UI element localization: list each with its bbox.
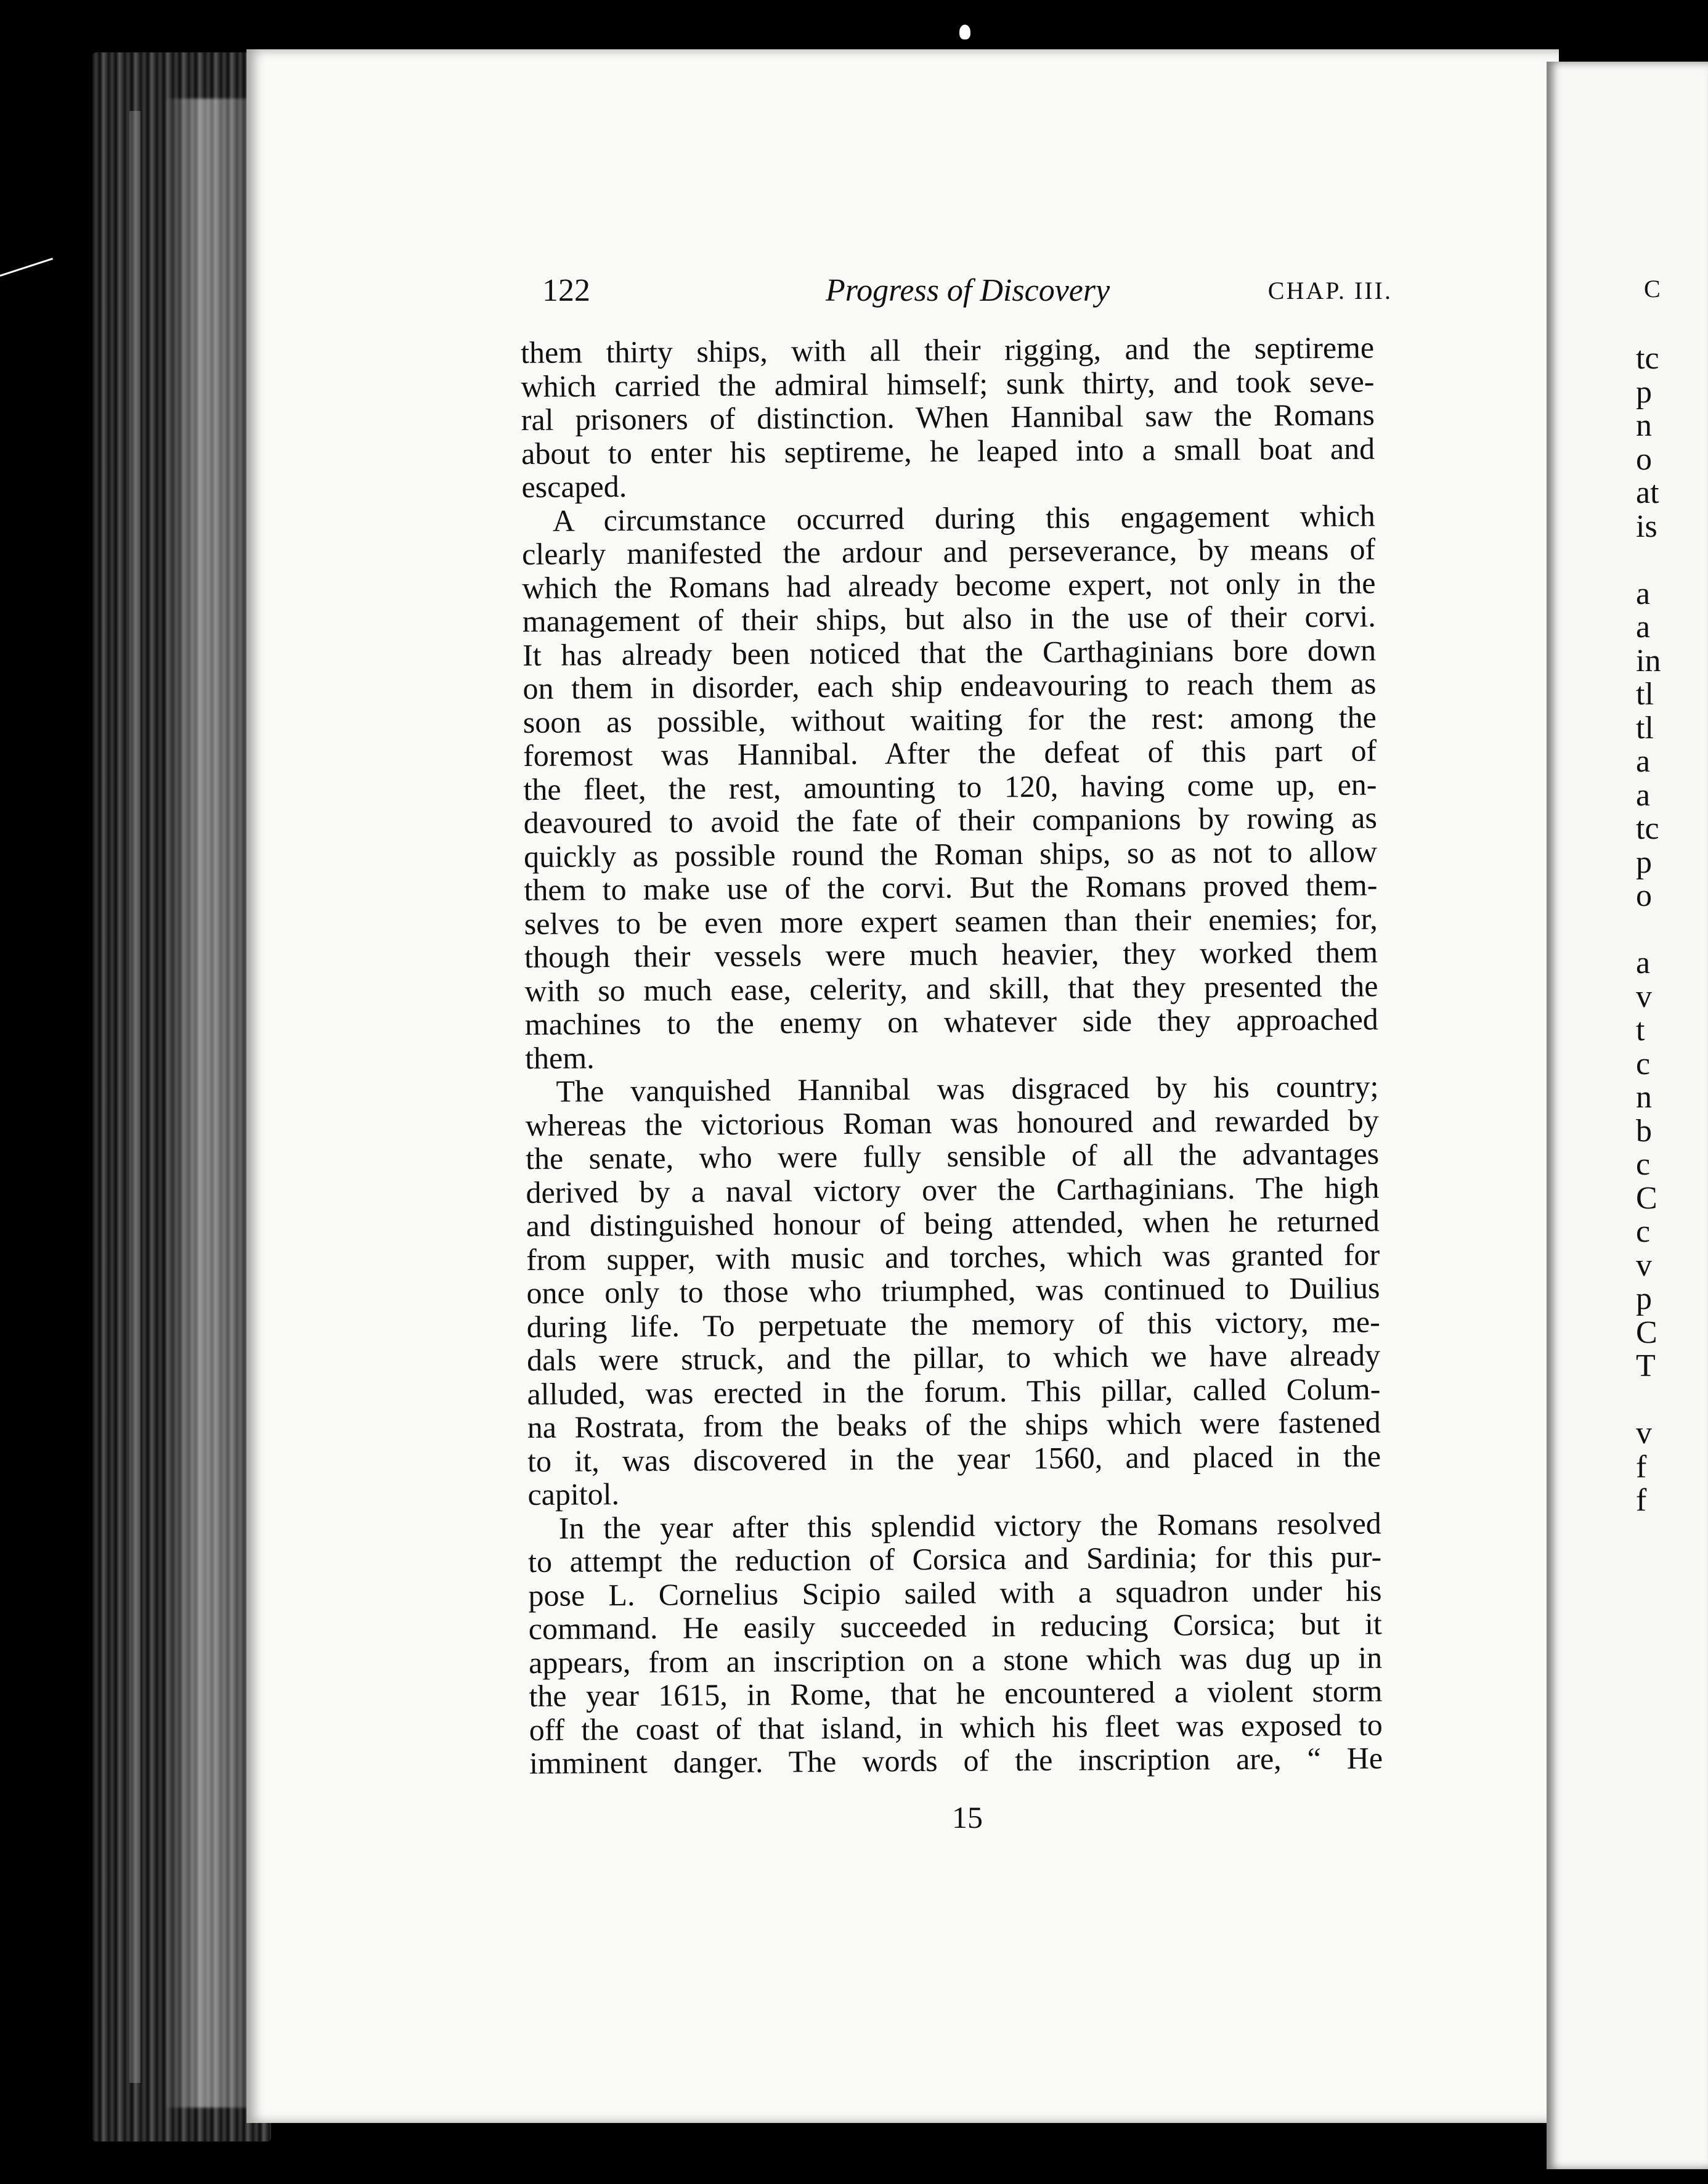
text-line: In the year after this splendid victory the Romans resolved: [558, 1506, 1381, 1546]
facing-page-line: c: [1636, 1147, 1651, 1182]
text-line: alluded, was erected in the forum. This pillar, called Colum-: [527, 1371, 1381, 1411]
facing-page-line: v: [1636, 1416, 1652, 1451]
facing-page-line: [1636, 544, 1708, 577]
facing-page-line: a: [1636, 609, 1651, 645]
text-line: derived by a naval victory over the Carthaginians. The high: [526, 1170, 1380, 1210]
text-line: about to enter his septireme, he leaped into a small boat and: [521, 431, 1375, 471]
facing-page-header: C: [1644, 275, 1662, 303]
text-line: and distinguished honour of being attended, when he returned: [526, 1203, 1380, 1243]
text-line: command. He easily succeeded in reducing Corsica; but it: [528, 1606, 1382, 1646]
text-line: appears, from an inscription on a stone which was dug up in: [528, 1640, 1383, 1680]
text-line: dals were struck, and the pillar, to which we have already: [526, 1337, 1381, 1377]
facing-page-line: f: [1636, 1483, 1647, 1518]
facing-page-line: o: [1636, 441, 1652, 477]
text-line: na Rostrata, from the beaks of the ships which were fastened: [527, 1404, 1381, 1444]
text-line: from supper, with music and torches, which was granted for: [526, 1237, 1380, 1277]
facing-page-line: c: [1636, 1214, 1651, 1249]
text-line: during life. To perpetuate the memory of this victory, me-: [526, 1304, 1380, 1344]
facing-page-line: p: [1636, 844, 1652, 880]
text-line: ral prisoners of distinction. When Hannibal saw the Romans: [521, 397, 1375, 437]
facing-page-text: [1636, 342, 1708, 1821]
text-line: capitol.: [527, 1477, 620, 1512]
text-line: the senate, who were fully sensible of all the advantages: [525, 1136, 1380, 1176]
text-line: clearly manifested the ardour and perseverance, by means of: [521, 531, 1376, 571]
running-title: Progress of Discovery: [826, 273, 1110, 308]
text-line: quickly as possible round the Roman ships, so as not to allow: [523, 834, 1378, 874]
book-edge-highlight: [166, 99, 259, 2108]
book-edge-stripe: [129, 111, 140, 2083]
facing-page-line: in: [1636, 643, 1661, 678]
text-line: them thirty ships, with all their rigging, and the septireme: [520, 330, 1375, 370]
text-line: to it, was discovered in the year 1560, and placed in the: [527, 1438, 1381, 1478]
facing-page-line: at: [1636, 475, 1659, 510]
page-number: 122: [542, 273, 590, 308]
facing-page-line: p: [1636, 374, 1652, 410]
text-line: The vanquished Hannibal was disgraced by his country;: [556, 1069, 1379, 1109]
text-line: the fleet, the rest, amounting to 120, having come up, en-: [523, 767, 1377, 807]
facing-page-line: c: [1636, 1046, 1651, 1082]
text-line: them to make use of the corvi. But the Romans proved them-: [524, 867, 1378, 907]
text-line: escaped.: [521, 468, 627, 504]
text-line: management of their ships, but also in the use of their corvi.: [522, 598, 1376, 638]
facing-page-line: o: [1636, 878, 1652, 913]
facing-page-line: p: [1636, 1281, 1652, 1316]
facing-page-line: v: [1636, 979, 1652, 1014]
chapter-label: CHAP. III.: [1267, 277, 1393, 304]
text-line: them.: [524, 1040, 595, 1075]
facing-page-line: f: [1636, 1449, 1647, 1485]
facing-page-line: v: [1636, 1247, 1652, 1283]
running-header: [542, 272, 1393, 309]
text-line: machines to the enemy on whatever side they approached: [524, 1001, 1378, 1041]
text-line: on them in disorder, each ship endeavouring to reach them as: [523, 666, 1377, 706]
text-line: selves to be even more expert seamen than their enemies; for,: [524, 901, 1378, 941]
facing-page-line: tl: [1636, 677, 1654, 712]
body-text: [521, 331, 1383, 1780]
text-line: A circumstance occurred during this engagement which: [552, 498, 1375, 538]
text-line: though their vessels were much heavier, they worked them: [524, 934, 1378, 974]
text-line: soon as possible, without waiting for the rest: among the: [523, 699, 1377, 740]
facing-page-line: a: [1636, 576, 1651, 611]
facing-page-line: b: [1636, 1113, 1652, 1149]
scan-artifact-dot: [959, 25, 970, 39]
text-line: pose L. Cornelius Scipio sailed with a squadron under his: [528, 1573, 1382, 1613]
facing-page-line: t: [1636, 1013, 1645, 1048]
facing-page-line: C: [1636, 1180, 1657, 1216]
facing-page-line: C: [1636, 1314, 1657, 1350]
scan-artifact-line: [0, 258, 53, 277]
facing-page-line: n: [1636, 1080, 1652, 1115]
facing-page-line: tl: [1636, 710, 1654, 746]
facing-page-line: n: [1636, 408, 1652, 443]
facing-page-line: tc: [1636, 811, 1659, 846]
text-line: imminent danger. The words of the inscription are, “ He: [529, 1740, 1383, 1780]
facing-page-line: T: [1636, 1348, 1656, 1383]
text-line: off the coast of that island, in which his fleet was exposed to: [529, 1706, 1383, 1747]
facing-page-line: [1636, 913, 1708, 947]
text-line: foremost was Hannibal. After the defeat of this part of: [523, 733, 1377, 773]
text-line: the year 1615, in Rome, that he encountered a violent storm: [529, 1673, 1383, 1713]
text-line: which the Romans had already become expert, not only in the: [522, 565, 1376, 605]
text-line: to attempt the reduction of Corsica and Sardinia; for this pur-: [527, 1539, 1382, 1579]
facing-page-line: tc: [1636, 342, 1659, 376]
facing-page-line: a: [1636, 744, 1651, 779]
text-line: with so much ease, celerity, and skill, that they presented the: [524, 968, 1378, 1008]
text-line: whereas the victorious Roman was honoured and rewarded by: [525, 1102, 1379, 1143]
facing-page-line: a: [1636, 777, 1651, 813]
signature-mark: 15: [952, 1800, 983, 1835]
facing-page-line: is: [1636, 508, 1657, 544]
facing-page-line: a: [1636, 945, 1651, 980]
text-line: It has already been noticed that the Carthaginians bore down: [522, 632, 1377, 672]
text-line: once only to those who triumphed, was continued to Duilius: [526, 1270, 1380, 1310]
text-line: which carried the admiral himself; sunk thirty, and took seve-: [521, 364, 1375, 404]
text-line: deavoured to avoid the fate of their companions by rowing as: [523, 800, 1377, 840]
facing-page-line: [1636, 1383, 1708, 1417]
